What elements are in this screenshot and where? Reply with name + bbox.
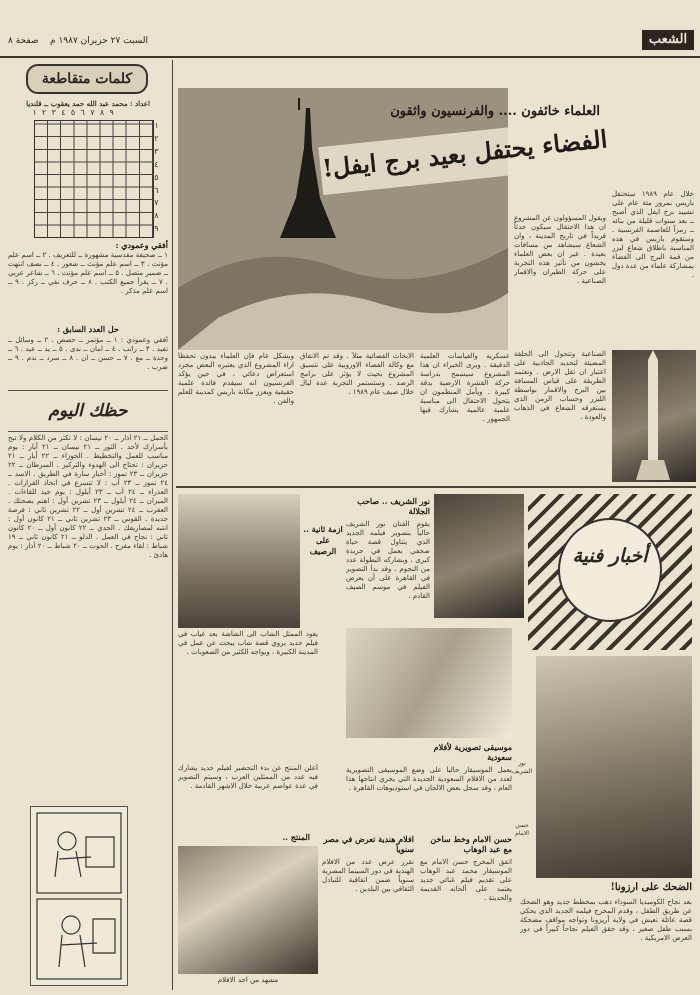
lead-headline: الفضاء يحتفل بعيد برج ايفل! (318, 117, 611, 195)
crossword-title: كلمات متقاطعة (26, 64, 148, 94)
caption-3: مشهد من احد الافلام (217, 976, 279, 984)
eiffel-tower-photo (178, 88, 508, 350)
arts-title: أخبار فنية (558, 518, 662, 622)
actor-photo (178, 494, 300, 628)
cartoon (30, 806, 128, 986)
story5-headline: افلام هندية تعرض في مصر سنوياً (323, 834, 414, 854)
horoscope-text: الحمل ــ ٢١ آذار ــ ٢٠ نيسان : لا تكثر من الكلام ولا تبح بأسرارك لأحد . الثور ــ ٢١ نيسان ــ ٢١ أيار : يوم مناسب للعمل والتخطيط . الجوزاء ــ ٢٢ أيار ــ ٢١ حزيران : تحتاج الى الهدوء والتركيز . السرطان ــ ٢٢ حزيران ــ ٢٣ تموز : أخبار سارة في الطريق . الاسد ــ ٢٤ تموز ــ ٢٣ آب : لا تتسرع في اتخاذ القرارات . العذراء ــ ٢٤ آب ــ ٢٣ أيلول : يوم جيد للقاءات . الميزان ــ ٢٤ أيلول ــ ٢٣ تشرين أول : اهتم بصحتك . العقرب ــ ٢٤ تشرين أول ــ ٢٢ تشرين ثاني : فرصة جديدة . القوس ــ ٢٣ تشرين ثاني ــ ٢١ كانون أول : انتبه لمصاريفك . الجدي ــ ٢٢ كانون أول ــ ٢٠ كانون ثاني : نجاح في العمل . الدلو ــ ٢١ كانون ثاني ــ ١٩ شباط : لقاء مفرح . الحوت ــ ٢٠ شباط ــ ٢٠ آذار : يوم هادئ . (8, 434, 168, 559)
story2-text: يعود الممثل الشاب الى الشاشة بعد غياب في فيلم جديد يروي قصة شاب يبحث عن عمل في المدينة الكبيرة ، ويواجه الكثير من الصعوبات . (178, 630, 318, 656)
story3-headline: موسيقى تصويرية لأفلام سعودية (433, 742, 512, 762)
previous-solution: أفقي وعمودي : ١ ــ مؤتمر ــ حصص . ٢ ــ وسائل ــ تفيد . ٣ ــ راتب . ٤ ــ امان ــ ندى . ٥ ــ يد ــ عيد . ٦ ــ وحدة ــ مع . ٧ ــ حسن ــ ان . ٨ ــ سرد ــ ندم . ٩ ــ ضرب . (8, 336, 168, 371)
story1-headline: نور الشريف .. صاحب الجلالة (357, 496, 430, 516)
family-headline: الضحك على ارزونا! (610, 882, 692, 893)
story-spacer (322, 640, 342, 650)
lead-column-1: خلال عام ١٩٨٩ ستحتفل باريس بمرور مئة عام على تشييد برج ايفل الذي أصبح ــ بعد سنوات قليلة من بنائه ــ رمزاً للعاصمة الفرنسية . وستقوم باريس في هذه المناسبة باطلاق شعاع ليزر من قمة البرج الى الفضاء بمشاركة علماء من عدة دول . (612, 190, 694, 279)
story6-headline: المنتج .. (282, 832, 310, 842)
lead-column-6: وبشكل عام فإن العلماء يبدون تحفظاً ازاء المشروع الذي يعتبره البعض مجرد استعراض دعائي ، في حين يؤكد الفرنسيون انه سيقدم فائدة علمية حقيقية ويعزز مكانة باريس كمدينة للعلم والفن . (178, 352, 294, 405)
dateline (8, 36, 148, 46)
column-divider (172, 60, 173, 990)
page-number: صفحة ٨ (8, 36, 39, 46)
rocket-photo (612, 350, 696, 482)
lead-column-4: عسكرية والقياسات العلمية الدقيقة . ويرى الخبراء ان هذا المشروع سيسمح بدراسة حركة القشرة الارضية بدقة كبيرة . ويأمل المنظمون ان يتحول الاحتفال الى مناسبة علمية عالمية يشارك فيها الجمهور . (420, 352, 510, 423)
lead-column-5: الابحاث الفضائية مثلاً . وقد تم الاتفاق مع وكالة الفضاء الاوروبية على تنسيق المشروع بحيث لا يؤثر على برامج الرصد . وستستمر التجربة عدة ليال خلال صيف عام ١٩٨٩ . (300, 352, 414, 396)
lead-column-3: الصناعية وتتحول الى الحلقة المضيئة لتحديد الجاذبية على اعتبار ان ثقل الارض . وتعتمد الطريقة على قياس المسافة بين البرج والاقمار بواسطة الليزر وحساب الزمن الذي يستغرقه الشعاع في الذهاب والعودة . (514, 350, 606, 421)
nour-sherif-photo (434, 494, 524, 618)
issue-date: السبت ٢٧ حزيران ١٩٨٧ م (50, 36, 148, 46)
eiffel-tower-illustration (178, 88, 508, 350)
previous-solution-title: حل العدد السابق : (57, 324, 119, 334)
horoscope-banner (8, 390, 168, 432)
story4-headline: حسن الامام وخط ساخن مع عبد الوهاب (430, 834, 512, 854)
lead-column-2: ويقول المسؤولون عن المشروع ان هذا الاحتفال سيكون حدثاً فريداً في تاريخ المدينة ، وان الشعاع سيشاهد من مسافات بعيدة . غير ان بعض العلماء يخشون من تأثير هذه التجربة على حركة الطيران والاقمار الصناعية . (514, 214, 606, 285)
musician-photo (346, 628, 512, 738)
arts-banner (528, 494, 692, 650)
story1-text: يقوم الفنان نور الشريف حالياً بتصوير فيلمه الجديد الذي يتناول قصة حياة صحفي يعمل في جريدة كبرى ، ويشاركه البطولة عدد من النجوم . وقد بدأ التصوير في القاهرة على أن يعرض الفيلم في موسم الصيف القادم . (346, 520, 430, 600)
cartoon-drawing (31, 807, 127, 985)
lead-kicker: العلماء خائفون .... والفرنسيون واثقون (390, 104, 600, 119)
section-divider (176, 486, 696, 488)
story3-text: يعمل الموسيقار حالياً على وضع الموسيقى التصويرية لعدد من الافلام السعودية الجديدة التي يجري انتاجها هذا العام ، وقد سجل بعض الالحان في استوديوهات القاهرة . (346, 766, 512, 792)
story2-headline: ازمة ثانية .. على الرصيف (303, 524, 343, 556)
family-photo (536, 656, 692, 878)
story6-text: أعلن المنتج عن بدء التحضير لفيلم جديد يشارك فيه عدد من الممثلين العرب ، وسيتم التصوير في عدة عواصم عربية خلال الاشهر القادمة . (178, 764, 318, 790)
crossword-clues: ١ ــ صحيفة مقدسية مشهورة ــ للتعريف . ٢ ــ اسم علم مؤنث . ٣ ــ اسم علم مؤنث ــ شعور . ٤ ــ نصف انتهت ــ ضمير متصل . ٥ ــ اسم علم مؤنث . ٦ ــ شاعر عربي . ٧ ــ يقرأ جميع الكتب . ٨ ــ حرف نفي ــ ركز . ٩ ــ اسم علم مذكر . (8, 251, 168, 295)
crossword-banner (6, 60, 168, 102)
caption-2: حسن الامام (515, 822, 529, 837)
couple-photo (178, 846, 318, 974)
crossword-column-numbers: ٩ ٨ ٧ ٦ ٥ ٤ ٣ ٢ ١ (32, 108, 115, 117)
rocket-illustration (612, 350, 696, 482)
crossword-clues-title: أفقي وعمودي : (115, 240, 168, 250)
crossword-author: اعداد : محمد عبد الله حمد يعقوب ــ قلنديا (26, 99, 150, 108)
story5-text: تقرر عرض عدد من الافلام الهندية في دور السينما المصرية سنوياً ضمن اتفاقية للتبادل الثقافي بين البلدين . (322, 858, 414, 893)
crossword-row-numbers: ١ ٢ ٣ ٤ ٥ ٦ ٧ ٨ ٩ (154, 121, 159, 234)
newspaper-logo: الشعب (642, 30, 694, 50)
story4-text: اتفق المخرج حسن الامام مع الموسيقار محمد عبد الوهاب على تقديم فيلم غنائي جديد يعتمد على ألحانه القديمة والحديثة . (420, 858, 512, 902)
caption-1: نور الشريف (511, 760, 533, 775)
page-header (0, 0, 700, 58)
horoscope-title: حظك اليوم (48, 401, 128, 421)
family-text: بعد نجاح الكوميديا السوداء ذهب بمخطط جديد وهو الضحك عن طريق الطفل ، وقدم المخرج فيلمه الجديد الذي يحكي قصة عائلة تعيش في ولاية أريزونا وتواجه مواقف مضحكة بسبب طفل صغير ، وقد حقق الفيلم نجاحاً كبيراً في دور العرض الامريكية . (520, 898, 692, 942)
crossword-grid[interactable] (34, 120, 154, 238)
